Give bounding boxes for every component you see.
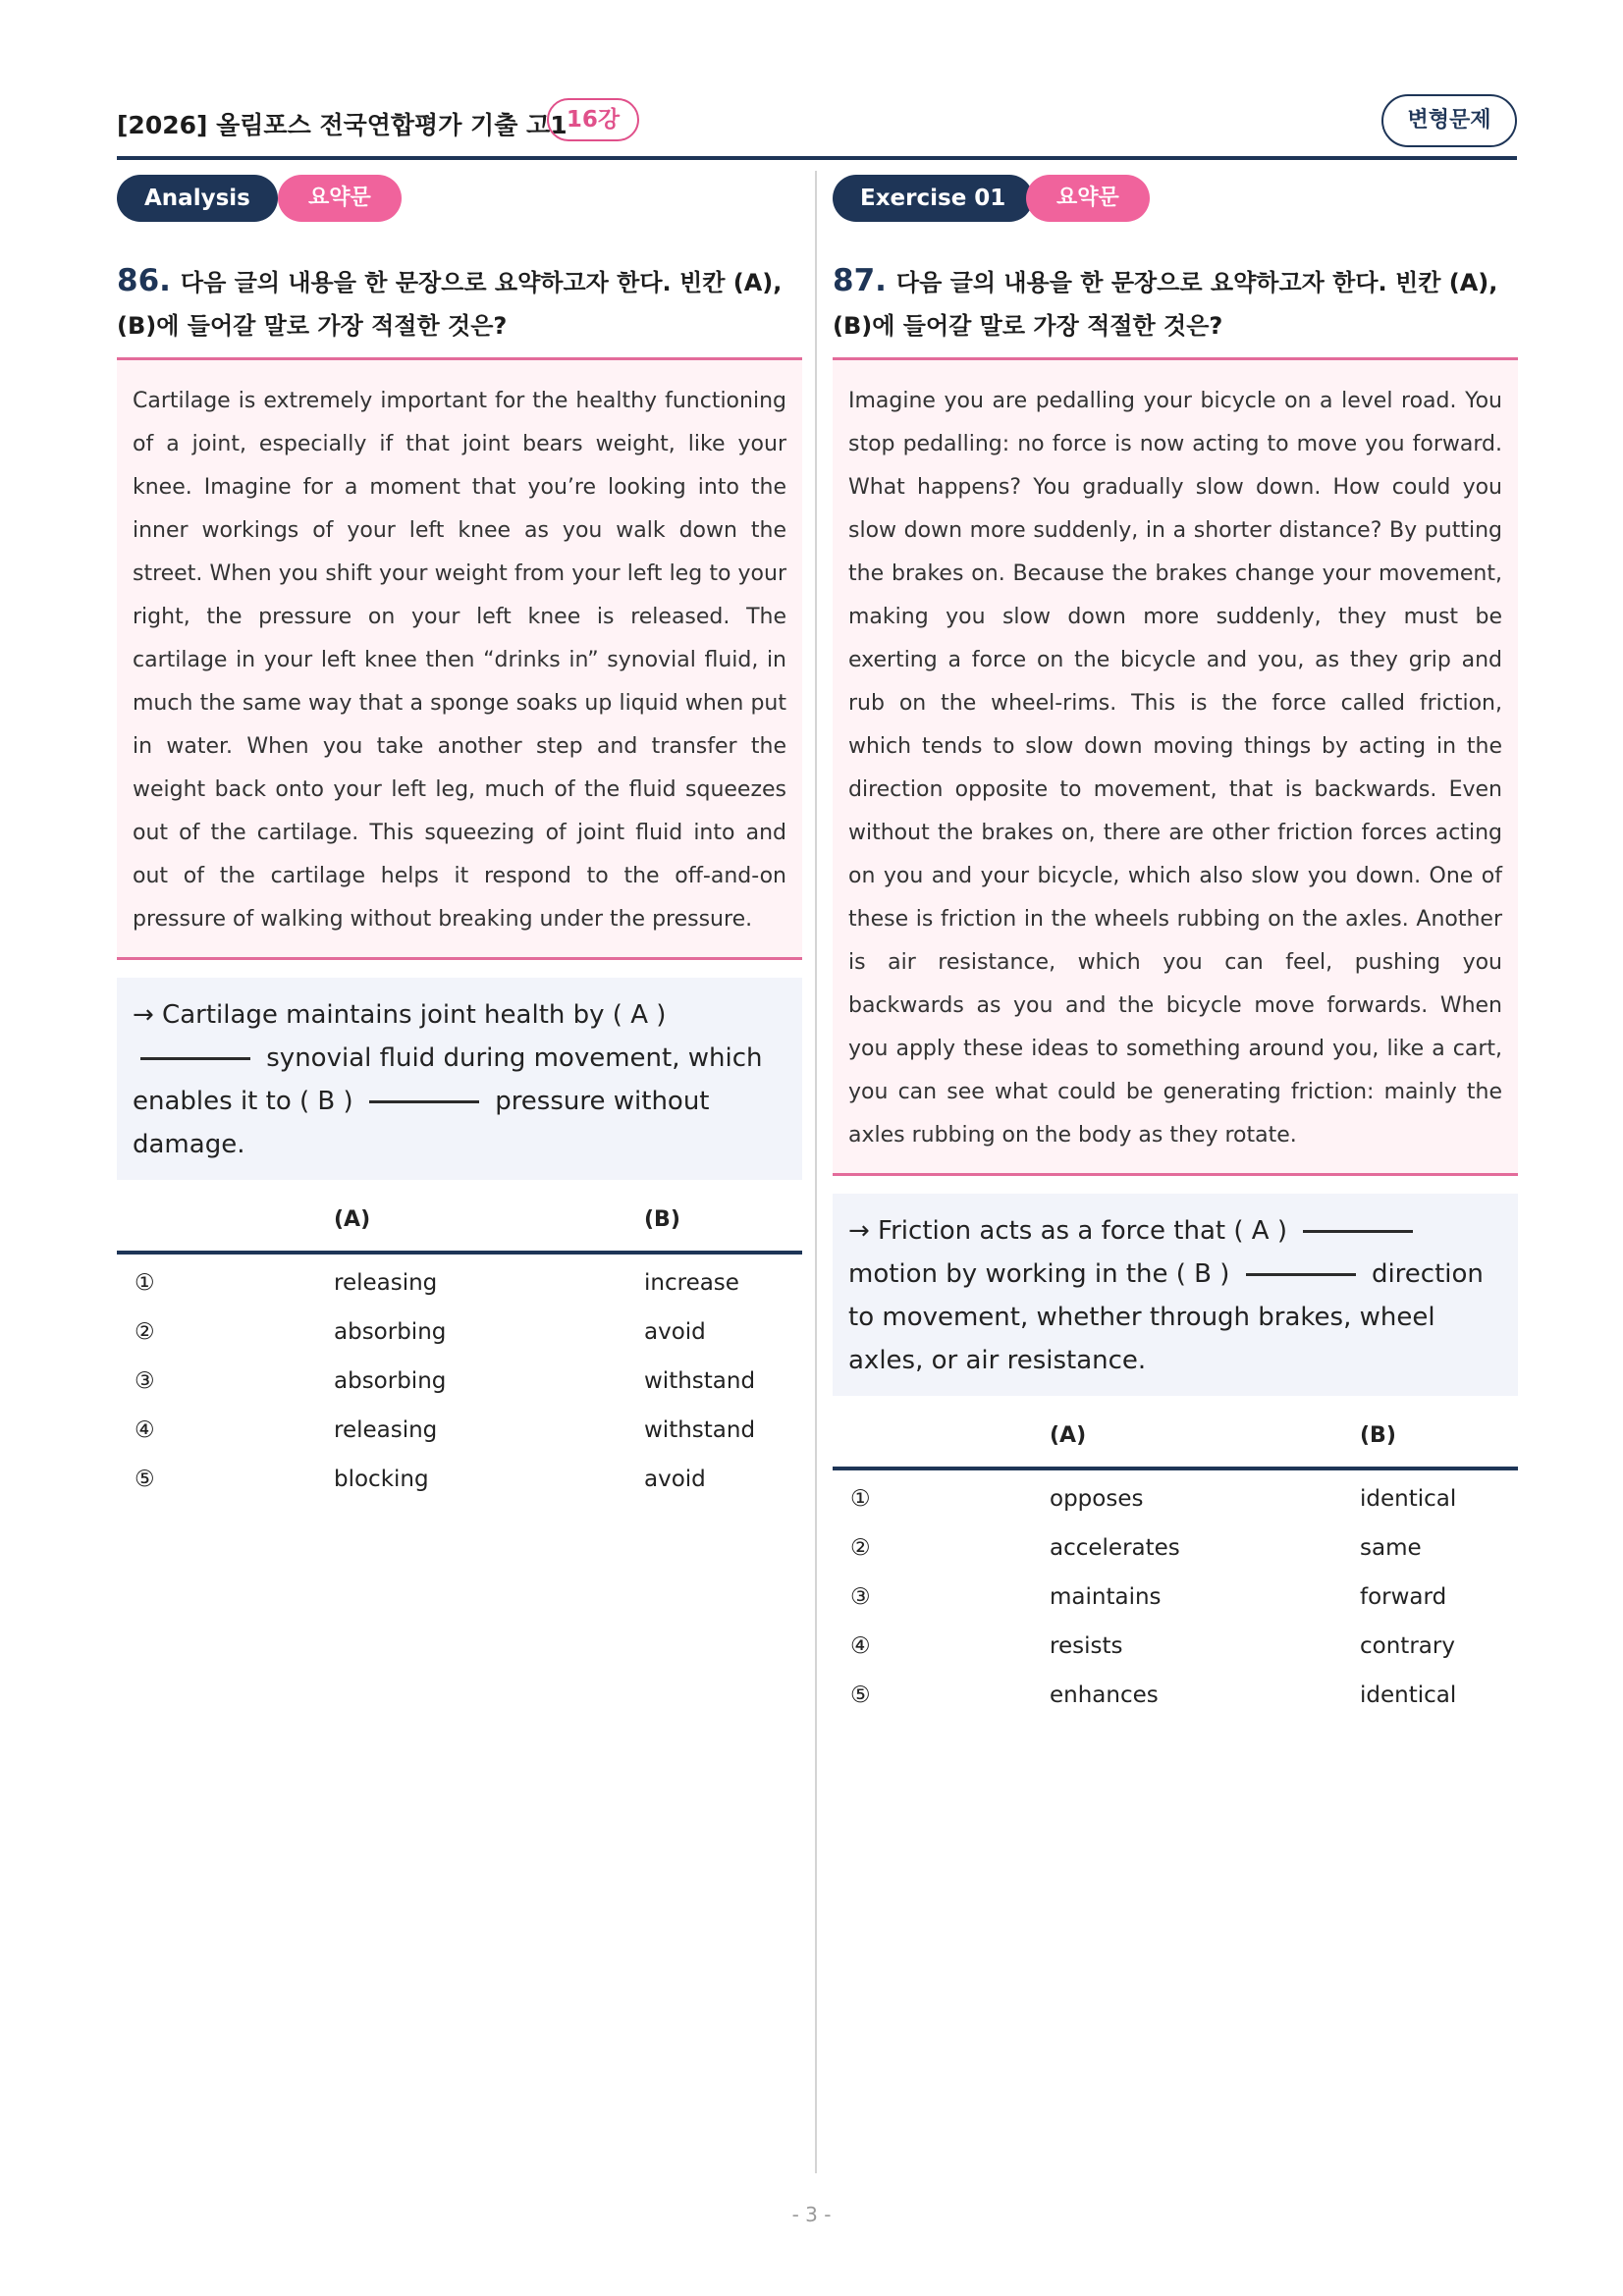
- answer-choices: [833, 1410, 1518, 1722]
- question-prompt: [117, 259, 802, 347]
- right-column: [833, 175, 1518, 1722]
- reading-passage: Cartilage is extremely important for the healthy functioning of a joint, especially if that joint bears weight, like your knee. Imagine for a moment that you’re looking into the inner workings of your left knee as you walk down the street. When you shift your weight from your left leg to your right, the pressure on your left knee is released. The cartilage in your left knee then “drinks in” synovial fluid, in much the same way that a sponge soaks up liquid when put in water. When you take another step and transfer the weight back onto your left leg, much of the fluid squeezes out of the cartilage. This squeezing of joint fluid into and out of the cartilage helps it respond to the off-and-on pressure of walking without breaking under the pressure.: [117, 360, 802, 957]
- answer-choices: [117, 1194, 802, 1506]
- column-divider: [815, 171, 817, 2173]
- question-number: 87.: [833, 263, 887, 298]
- section-badge-exercise: Exercise 01: [833, 175, 1033, 222]
- lesson-badge: 16강: [547, 98, 639, 141]
- blank-a: [1303, 1230, 1413, 1233]
- reading-passage: Imagine you are pedalling your bicycle on a level road. You stop pedalling: no force is now acting to move you forward. What happens? You gradually slow down. How could you slow down more suddenly, in a shorter distance? By putting the brakes on. Because the brakes change your movement, making you slow down more suddenly, they must be exerting a force on the bicycle and you, as they grip and rub on the wheel-rims. This is the force called friction, which tends to slow down moving things by acting in the direction opposite to movement, that is backwards. Even without the brakes on, there are other friction forces acting on you and your bicycle, which also slow you down. One of these is friction in the wheels rubbing on the axles. Another is air resistance, which you can feel, pushing you backwards as you and the bicycle move forwards. When you apply these ideas to something around you, like a cart, you can see what could be generating friction: mainly the axles rubbing on the body as they rotate.: [833, 360, 1518, 1173]
- summary-part-2: motion by working in the ( B ): [848, 1259, 1230, 1289]
- summary-part-3: direction to movement, whether through brakes, wheel axles, or air resistance.: [848, 1259, 1484, 1375]
- answer-option[interactable]: ⑤ blocking avoid: [135, 1467, 706, 1492]
- page-number: - 3 -: [791, 2203, 832, 2226]
- option-number: ⑤: [850, 1682, 871, 1708]
- option-number: ④: [135, 1417, 155, 1443]
- option-number: ①: [135, 1270, 155, 1296]
- section-badge-analysis: Analysis: [117, 175, 278, 222]
- answer-option[interactable]: ③ absorbing withstand: [135, 1368, 756, 1394]
- option-number: ②: [850, 1535, 871, 1561]
- header-divider: [117, 156, 1517, 160]
- passage-bottom-rule: [117, 957, 802, 960]
- answer-option[interactable]: ④ releasing withstand: [135, 1417, 756, 1443]
- option-number: ③: [135, 1368, 155, 1394]
- blank-b: [1246, 1273, 1356, 1276]
- option-number: ⑤: [135, 1467, 155, 1492]
- answer-option[interactable]: ⑤ enhances identical: [850, 1682, 1457, 1708]
- summary-part-2: synovial fluid during movement, which enables it to ( B ): [133, 1043, 763, 1116]
- option-number: ①: [850, 1486, 871, 1512]
- section-badges: [117, 175, 802, 222]
- summary-sentence: [833, 1194, 1518, 1396]
- type-badge: 요약문: [1026, 175, 1150, 222]
- passage-bottom-rule: [833, 1173, 1518, 1176]
- option-number: ②: [135, 1319, 155, 1345]
- type-badge: 요약문: [278, 175, 402, 222]
- summary-part-3: pressure without damage.: [133, 1087, 710, 1159]
- option-number: ③: [850, 1584, 871, 1610]
- question-prompt: [833, 259, 1518, 347]
- option-number: ④: [850, 1633, 871, 1659]
- blank-b: [369, 1100, 479, 1103]
- answer-option[interactable]: ① opposes identical: [850, 1486, 1457, 1512]
- left-column: [117, 175, 802, 1506]
- blank-a: [140, 1057, 250, 1060]
- page-header: [117, 94, 1517, 151]
- summary-sentence: [117, 978, 802, 1180]
- answer-option[interactable]: ② accelerates same: [850, 1535, 1422, 1561]
- answer-option[interactable]: ② absorbing avoid: [135, 1319, 706, 1345]
- question-text: 다음 글의 내용을 한 문장으로 요약하고자 한다. 빈칸 (A), (B)에 들어갈 말로 가장 적절한 것은?: [833, 269, 1498, 340]
- variant-badge: 변형문제: [1381, 94, 1517, 147]
- answer-option[interactable]: ③ maintains forward: [850, 1584, 1447, 1610]
- summary-part-1: → Friction acts as a force that ( A ): [848, 1216, 1287, 1246]
- question-text: 다음 글의 내용을 한 문장으로 요약하고자 한다. 빈칸 (A), (B)에 들어갈 말로 가장 적절한 것은?: [117, 269, 783, 340]
- page-title: [2026] 올림포스 전국연합평가 기출 고1: [117, 111, 568, 139]
- summary-part-1: → Cartilage maintains joint health by ( A ): [133, 1000, 667, 1030]
- question-number: 86.: [117, 263, 171, 298]
- answer-header: (A) (B): [1050, 1423, 1396, 1448]
- answer-option[interactable]: ① releasing increase: [135, 1270, 739, 1296]
- section-badges: [833, 175, 1518, 222]
- answer-option[interactable]: ④ resists contrary: [850, 1633, 1455, 1659]
- answer-header: (A) (B): [334, 1207, 680, 1232]
